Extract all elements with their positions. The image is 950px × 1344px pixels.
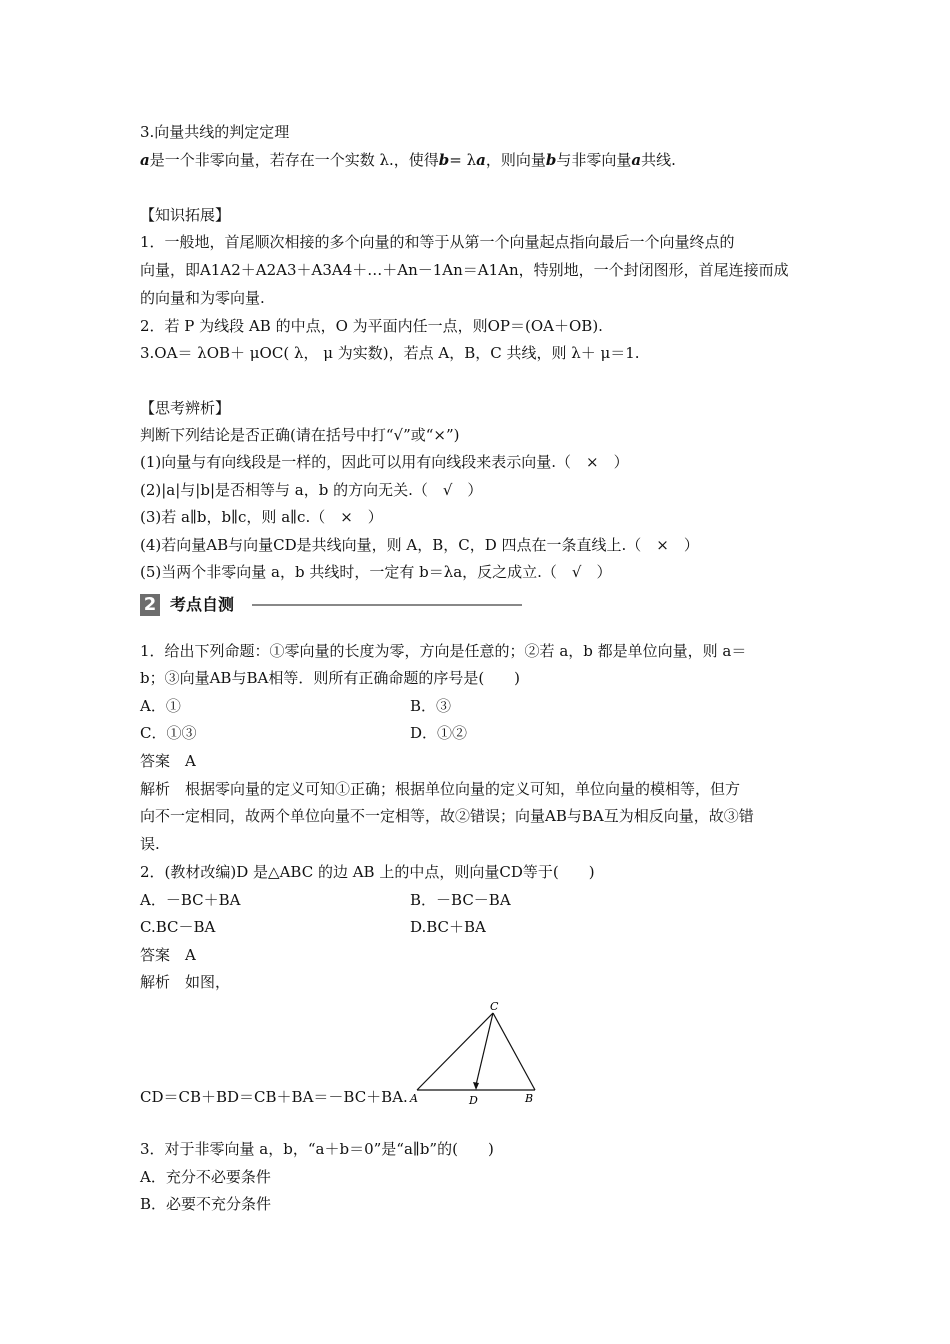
theorem-title: 3.向量共线的判定定理	[140, 123, 290, 141]
q2-result: CD＝CB＋BD＝CB＋BA＝－BC＋BA.	[140, 1088, 408, 1106]
q2-answer: 答案 A	[140, 946, 196, 964]
section-number: 2	[140, 594, 160, 616]
label-c: C	[490, 1000, 499, 1013]
q1-explanation: 解析 根据零向量的定义可知①正确；根据单位向量的定义可知，单位向量的模相等，但方	[140, 780, 741, 798]
label-a: A	[410, 1092, 418, 1105]
q1-option-c: C．①③	[140, 724, 197, 742]
vector-cd	[476, 1013, 493, 1085]
q3-stem: 3．对于非零向量 a，b，“a＋b＝0”是“a∥b”的( )	[140, 1140, 494, 1158]
section-title: 考点自测	[170, 595, 235, 614]
knowledge-heading: 【知识拓展】	[140, 206, 231, 224]
q1-answer: 答案 A	[140, 752, 196, 770]
segment-cb	[493, 1013, 535, 1090]
triangle-figure	[405, 998, 550, 1106]
q2-option-d: D.BC＋BA	[410, 918, 486, 936]
theorem-statement: a是一个非零向量，若存在一个实数 λ.，使得b= λa，则向量b与非零向量a共线.	[140, 151, 676, 169]
knowledge-line: 3.OA＝ λOB＋ μOC( λ， μ 为实数)，若点 A，B，C 共线，则 λ＋ μ＝1.	[140, 344, 640, 362]
q3-option-b: B．必要不充分条件	[140, 1195, 272, 1213]
thinking-line: 判断下列结论是否正确(请在括号中打“√”或“×”)	[140, 426, 460, 444]
thinking-line: (5)当两个非零向量 a，b 共线时，一定有 b＝λa，反之成立.（ √ ）	[140, 563, 612, 581]
q1-option-b: B．③	[410, 697, 452, 715]
thinking-line: (1)向量与有向线段是一样的，因此可以用有向线段来表示向量.（ × ）	[140, 453, 629, 471]
q1-stem: b；③向量AB与BA相等．则所有正确命题的序号是( )	[140, 669, 521, 687]
knowledge-line: 1．一般地，首尾顺次相接的多个向量的和等于从第一个向量起点指向最后一个向量终点的	[140, 233, 735, 251]
q2-option-b: B．－BC－BA	[410, 891, 511, 909]
segment-ac	[417, 1013, 493, 1090]
q1-option-a: A．①	[140, 697, 181, 715]
section-rule	[252, 604, 522, 606]
q3-option-a: A．充分不必要条件	[140, 1168, 271, 1186]
vector-cd-arrowhead	[473, 1082, 479, 1090]
label-d: D	[469, 1094, 478, 1106]
q2-stem: 2．(教材改编)D 是△ABC 的边 AB 上的中点，则向量CD等于( )	[140, 863, 595, 881]
q2-option-c: C.BC－BA	[140, 918, 216, 936]
label-b: B	[525, 1092, 534, 1105]
thinking-line: (3)若 a∥b，b∥c，则 a∥c.（ × ）	[140, 508, 383, 526]
q2-explanation: 解析 如图，	[140, 973, 231, 991]
knowledge-line: 的向量和为零向量.	[140, 289, 265, 307]
thinking-line: (4)若向量AB与向量CD是共线向量，则 A，B，C，D 四点在一条直线上.（ × ）	[140, 536, 699, 554]
q1-stem: 1．给出下列命题：①零向量的长度为零，方向是任意的；②若 a，b 都是单位向量，则 a＝	[140, 642, 747, 660]
knowledge-line: 2．若 P 为线段 AB 的中点，O 为平面内任一点，则OP＝(OA＋OB).	[140, 317, 603, 335]
knowledge-line: 向量，即A1A2＋A2A3＋A3A4＋…＋An－1An＝A1An，特别地，一个封闭图形，首尾连接而成	[140, 261, 789, 279]
q1-option-d: D．①②	[410, 724, 468, 742]
q2-option-a: A．－BC＋BA	[140, 891, 241, 909]
q1-explanation: 向不一定相同，故两个单位向量不一定相等，故②错误；向量AB与BA互为相反向量，故③错	[140, 807, 754, 825]
thinking-line: (2)|a|与|b|是否相等与 a，b 的方向无关.（ √ ）	[140, 481, 483, 499]
thinking-heading: 【思考辨析】	[140, 399, 231, 417]
section-header	[140, 594, 522, 616]
q1-explanation: 误.	[140, 835, 160, 853]
